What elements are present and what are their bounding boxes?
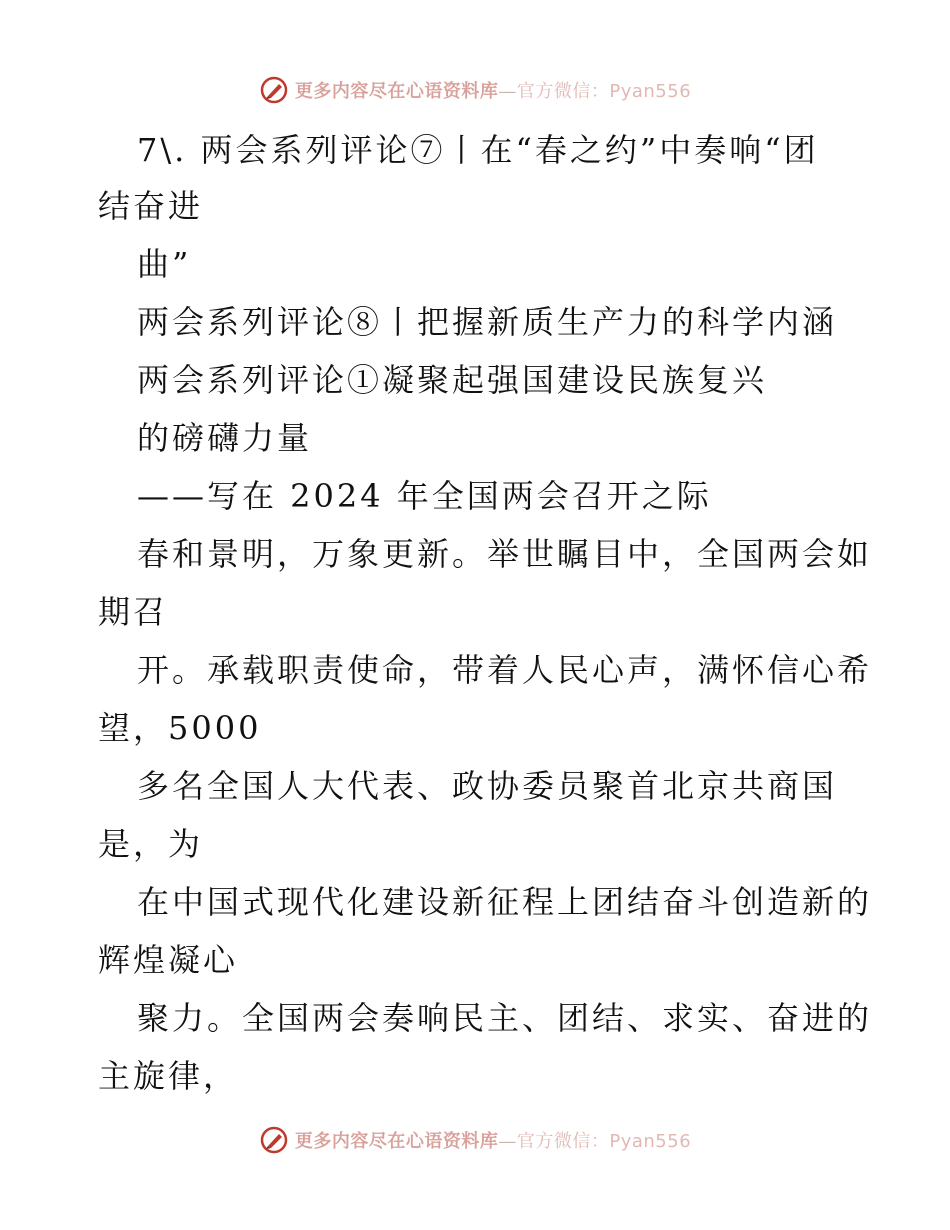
text-line: 曲” — [137, 245, 192, 283]
text-line: 辉煌凝心 — [98, 941, 239, 979]
text-line: 望，5000 — [98, 709, 262, 747]
pen-logo-icon — [259, 1125, 289, 1155]
text-line: 的磅礴力量 — [137, 419, 313, 457]
text-line: 期召 — [98, 593, 169, 631]
watermark-wechat-label: 官方微信： — [516, 1131, 610, 1152]
watermark-footer — [0, 1122, 950, 1158]
watermark-wechat-label: 官方微信： — [516, 81, 610, 102]
watermark-wechat-id: Pyan556 — [609, 81, 692, 102]
text-line: 开。承载职责使命，带着人民心声，满怀信心希 — [137, 651, 873, 689]
watermark-text — [295, 77, 691, 103]
text-line: 两会系列评论①凝聚起强国建设民族复兴 — [137, 361, 768, 399]
text-line: 两会系列评论⑧丨把握新质生产力的科学内涵 — [137, 303, 838, 341]
watermark-separator: — — [498, 81, 517, 102]
watermark-main: 更多内容尽在心语资料库 — [294, 1131, 499, 1152]
watermark-main: 更多内容尽在心语资料库 — [294, 81, 499, 102]
text-line: 聚力。全国两会奏响民主、团结、求实、奋进的 — [137, 999, 873, 1037]
watermark-separator: — — [498, 1131, 517, 1152]
pen-logo-icon — [259, 75, 289, 105]
text-line: 7\. 两会系列评论⑦丨在“春之约”中奏响“团 — [137, 131, 819, 169]
text-line: 春和景明，万象更新。举世瞩目中，全国两会如 — [137, 535, 873, 573]
text-line: 多名全国人大代表、政协委员聚首北京共商国 — [137, 767, 838, 805]
watermark-wechat-id: Pyan556 — [609, 1131, 692, 1152]
text-line: 在中国式现代化建设新征程上团结奋斗创造新的 — [137, 883, 873, 921]
text-line: ——写在 2024 年全国两会召开之际 — [137, 477, 712, 515]
text-line: 主旋律， — [98, 1057, 239, 1095]
watermark-text — [295, 1127, 691, 1153]
text-line: 是，为 — [98, 825, 204, 863]
text-line: 结奋进 — [98, 187, 204, 225]
watermark-header — [0, 72, 950, 108]
